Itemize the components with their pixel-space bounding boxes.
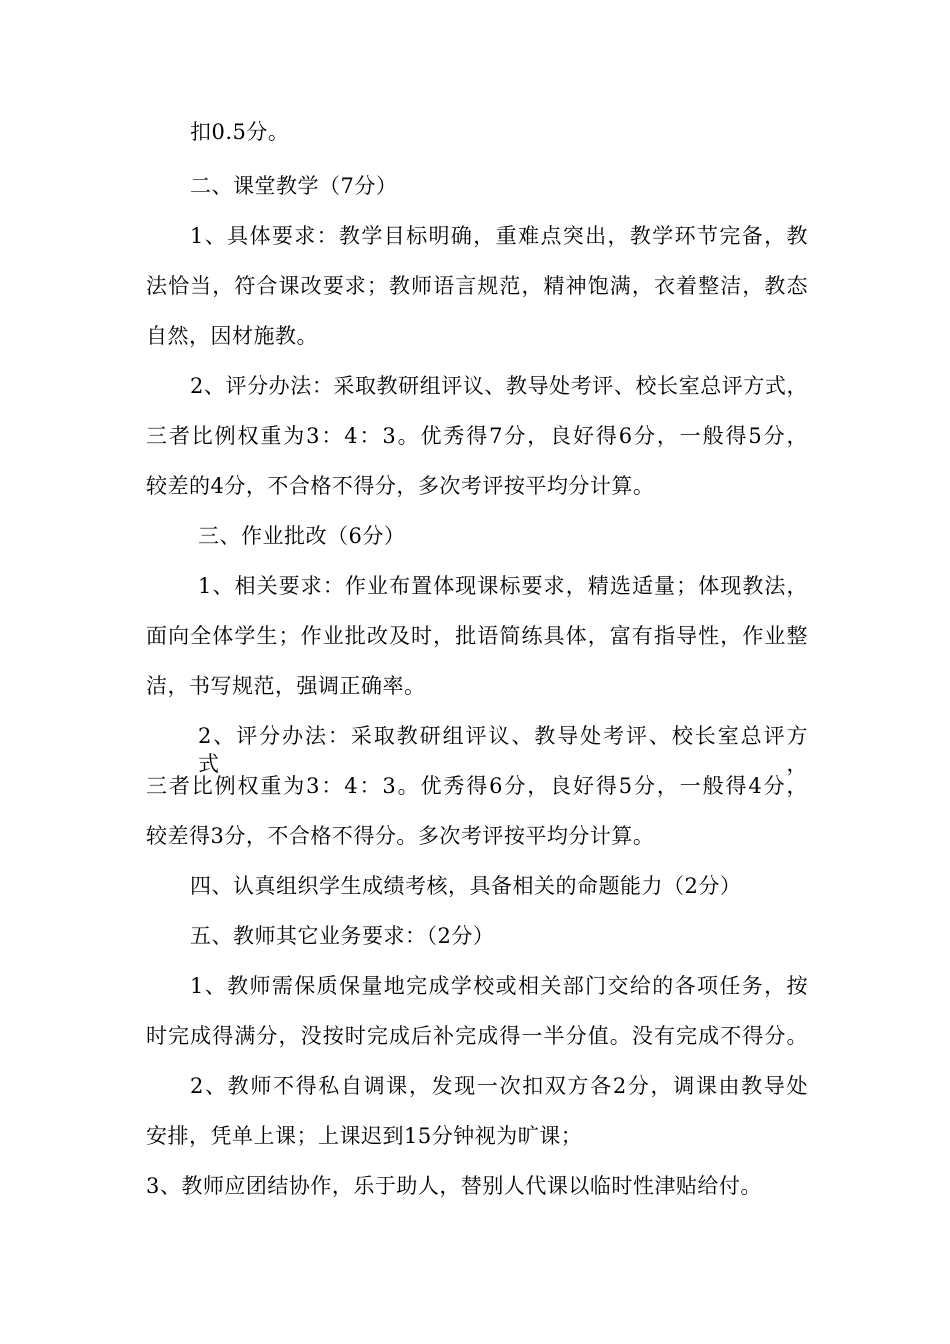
other-requirement-3: 3、教师应团结协作，乐于助人，替别人代课以临时性津贴给付。 xyxy=(146,1174,762,1198)
heading-exam-assessment: 四、认真组织学生成绩考核，具备相关的命题能力（2分） xyxy=(190,874,742,898)
heading-classroom-teaching: 二、课堂教学（7分） xyxy=(190,174,398,198)
heading-homework-correction: 三、作业批改（6分） xyxy=(198,524,406,548)
heading-other-requirements: 五、教师其它业务要求：（2分） xyxy=(190,924,495,948)
homework-scoring-line-3: 较差得3分，不合格不得分。多次考评按平均分计算。 xyxy=(146,824,655,848)
other-requirement-2-line-2: 安排，凭单上课；上课迟到15分钟视为旷课； xyxy=(146,1124,583,1148)
homework-requirements-line-3: 洁，书写规范，强调正确率。 xyxy=(146,674,426,698)
homework-requirements-line-1: 1、相关要求：作业布置体现课标要求，精选适量；体现教法， xyxy=(198,574,808,598)
homework-scoring-line-1: 2、评分办法：采取教研组评议、教导处考评、校长室总评方式， xyxy=(198,724,808,776)
classroom-requirements-line-2: 法恰当，符合课改要求；教师语言规范，精神饱满，衣着整洁，教态 xyxy=(146,274,808,298)
other-requirement-1-line-2: 时完成得满分，没按时完成后补完成得一半分值。没有完成不得分。 xyxy=(146,1024,808,1048)
classroom-scoring-line-2: 三者比例权重为3：4：3。优秀得7分，良好得6分，一般得5分， xyxy=(146,424,808,448)
other-requirement-1-line-1: 1、教师需保质保量地完成学校或相关部门交给的各项任务，按 xyxy=(190,974,808,998)
classroom-requirements-line-3: 自然，因材施教。 xyxy=(146,324,318,348)
line-deduction: 扣0.5分。 xyxy=(190,120,290,144)
other-requirement-2-line-1: 2、教师不得私自调课，发现一次扣双方各2分，调课由教导处 xyxy=(190,1074,808,1098)
homework-requirements-line-2: 面向全体学生；作业批改及时，批语简练具体，富有指导性，作业整 xyxy=(146,624,808,648)
classroom-requirements-line-1: 1、具体要求：教学目标明确，重难点突出，教学环节完备，教 xyxy=(190,224,808,248)
classroom-scoring-line-1: 2、评分办法：采取教研组评议、教导处考评、校长室总评方式， xyxy=(190,374,808,398)
homework-scoring-line-2: 三者比例权重为3：4：3。优秀得6分，良好得5分，一般得4分， xyxy=(146,774,808,798)
classroom-scoring-line-3: 较差的4分，不合格不得分，多次考评按平均分计算。 xyxy=(146,474,655,498)
